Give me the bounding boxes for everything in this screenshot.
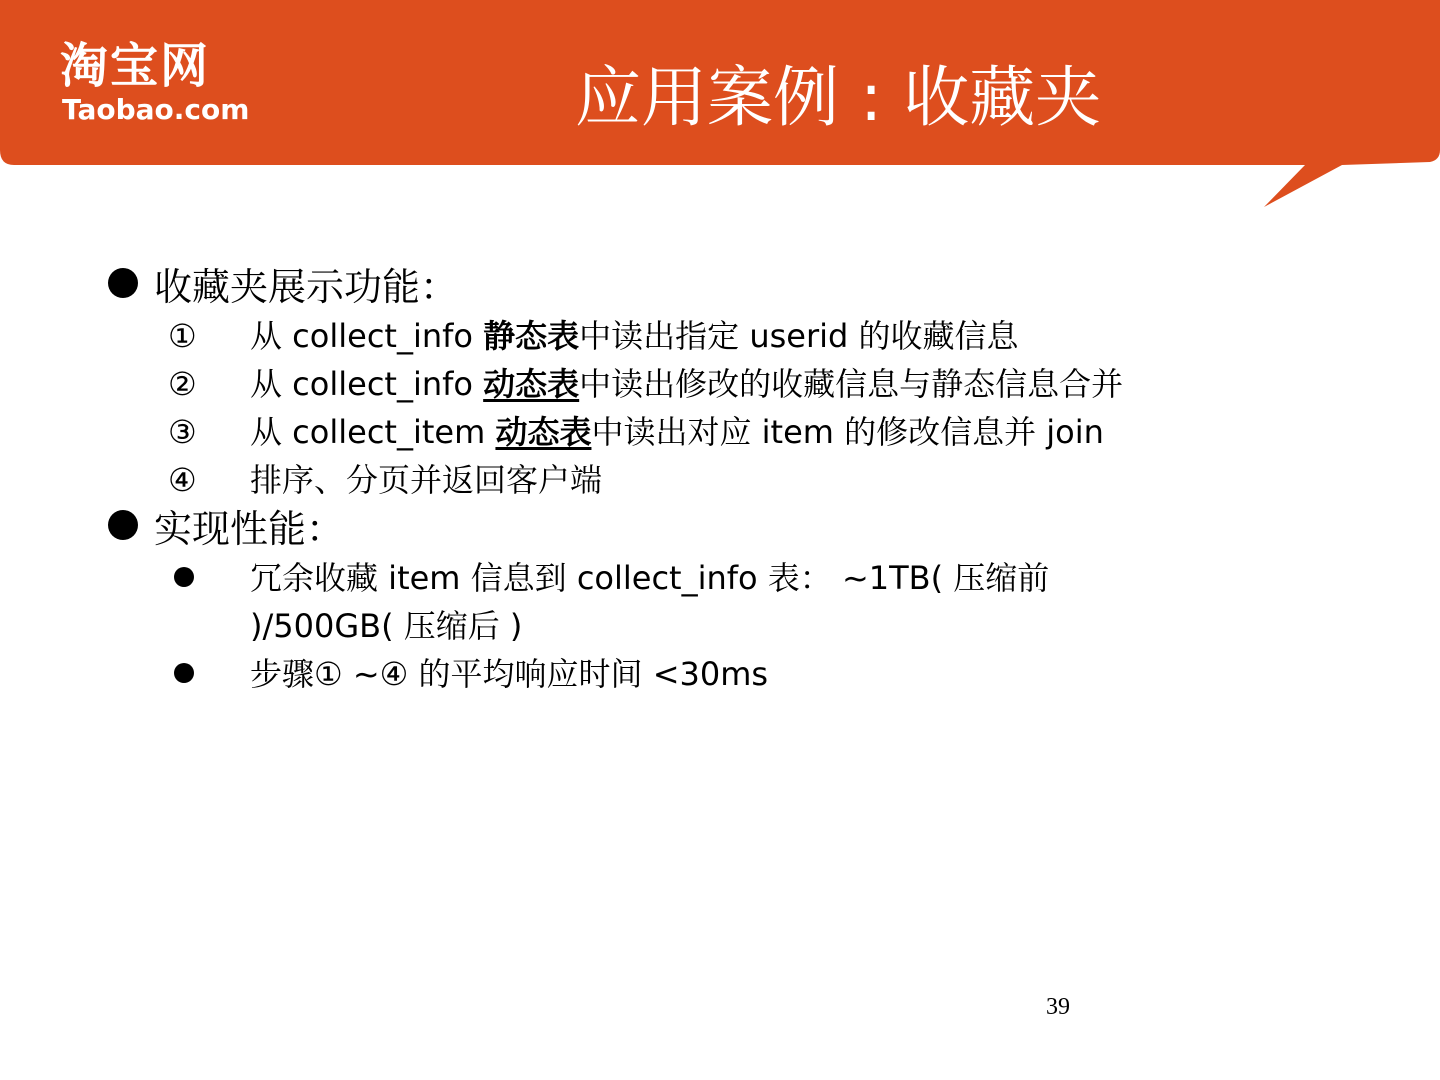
list-item xyxy=(108,360,1348,408)
section-heading-performance xyxy=(108,504,1348,554)
section-label: 实现性能： xyxy=(154,507,345,551)
section-label: 收藏夹展示功能： xyxy=(154,265,459,309)
page-number: 39 xyxy=(1046,994,1070,1020)
slide-body xyxy=(108,262,1348,698)
section-heading-display xyxy=(108,262,1348,312)
list-item xyxy=(108,554,1140,650)
item-highlight: 动态表 xyxy=(495,413,592,451)
step-number: ② xyxy=(168,365,197,403)
slide-title: 应用案例 : 收藏夹 xyxy=(575,59,1102,136)
item-text: 步骤① ~④ 的平均响应时间 <30ms xyxy=(250,655,769,693)
bullet-icon xyxy=(108,268,138,298)
item-text: 冗余收藏 item 信息到 collect_info 表： ~1TB( 压缩前 )/500GB( 压缩后 ) xyxy=(250,559,1050,645)
bullet-icon xyxy=(108,510,138,540)
item-text-pre: 从 collect_info xyxy=(250,317,484,355)
list-item xyxy=(108,408,1348,456)
item-text-pre: 从 collect_info xyxy=(250,365,484,403)
bullet-icon xyxy=(174,663,194,683)
list-item xyxy=(108,312,1348,360)
step-number: ③ xyxy=(168,413,197,451)
logo-english-text: Taobao.com xyxy=(62,93,250,126)
list-item xyxy=(108,456,1348,504)
item-text-post: 中读出修改的收藏信息与静态信息合并 xyxy=(579,365,1124,403)
bullet-icon xyxy=(174,567,194,587)
item-highlight: 动态表 xyxy=(483,365,580,403)
logo-chinese-text: 淘宝网 xyxy=(60,38,211,94)
taobao-logo xyxy=(58,38,278,134)
item-highlight: 静态表 xyxy=(483,317,580,355)
item-text-pre: 从 collect_item xyxy=(250,413,496,451)
step-number: ④ xyxy=(168,461,197,499)
item-text-post: 中读出指定 userid 的收藏信息 xyxy=(579,317,1019,355)
list-item xyxy=(108,650,1348,698)
item-text-post: 中读出对应 item 的修改信息并 join xyxy=(591,413,1104,451)
item-text: 排序、分页并返回客户端 xyxy=(250,461,603,499)
step-number: ① xyxy=(168,317,197,355)
